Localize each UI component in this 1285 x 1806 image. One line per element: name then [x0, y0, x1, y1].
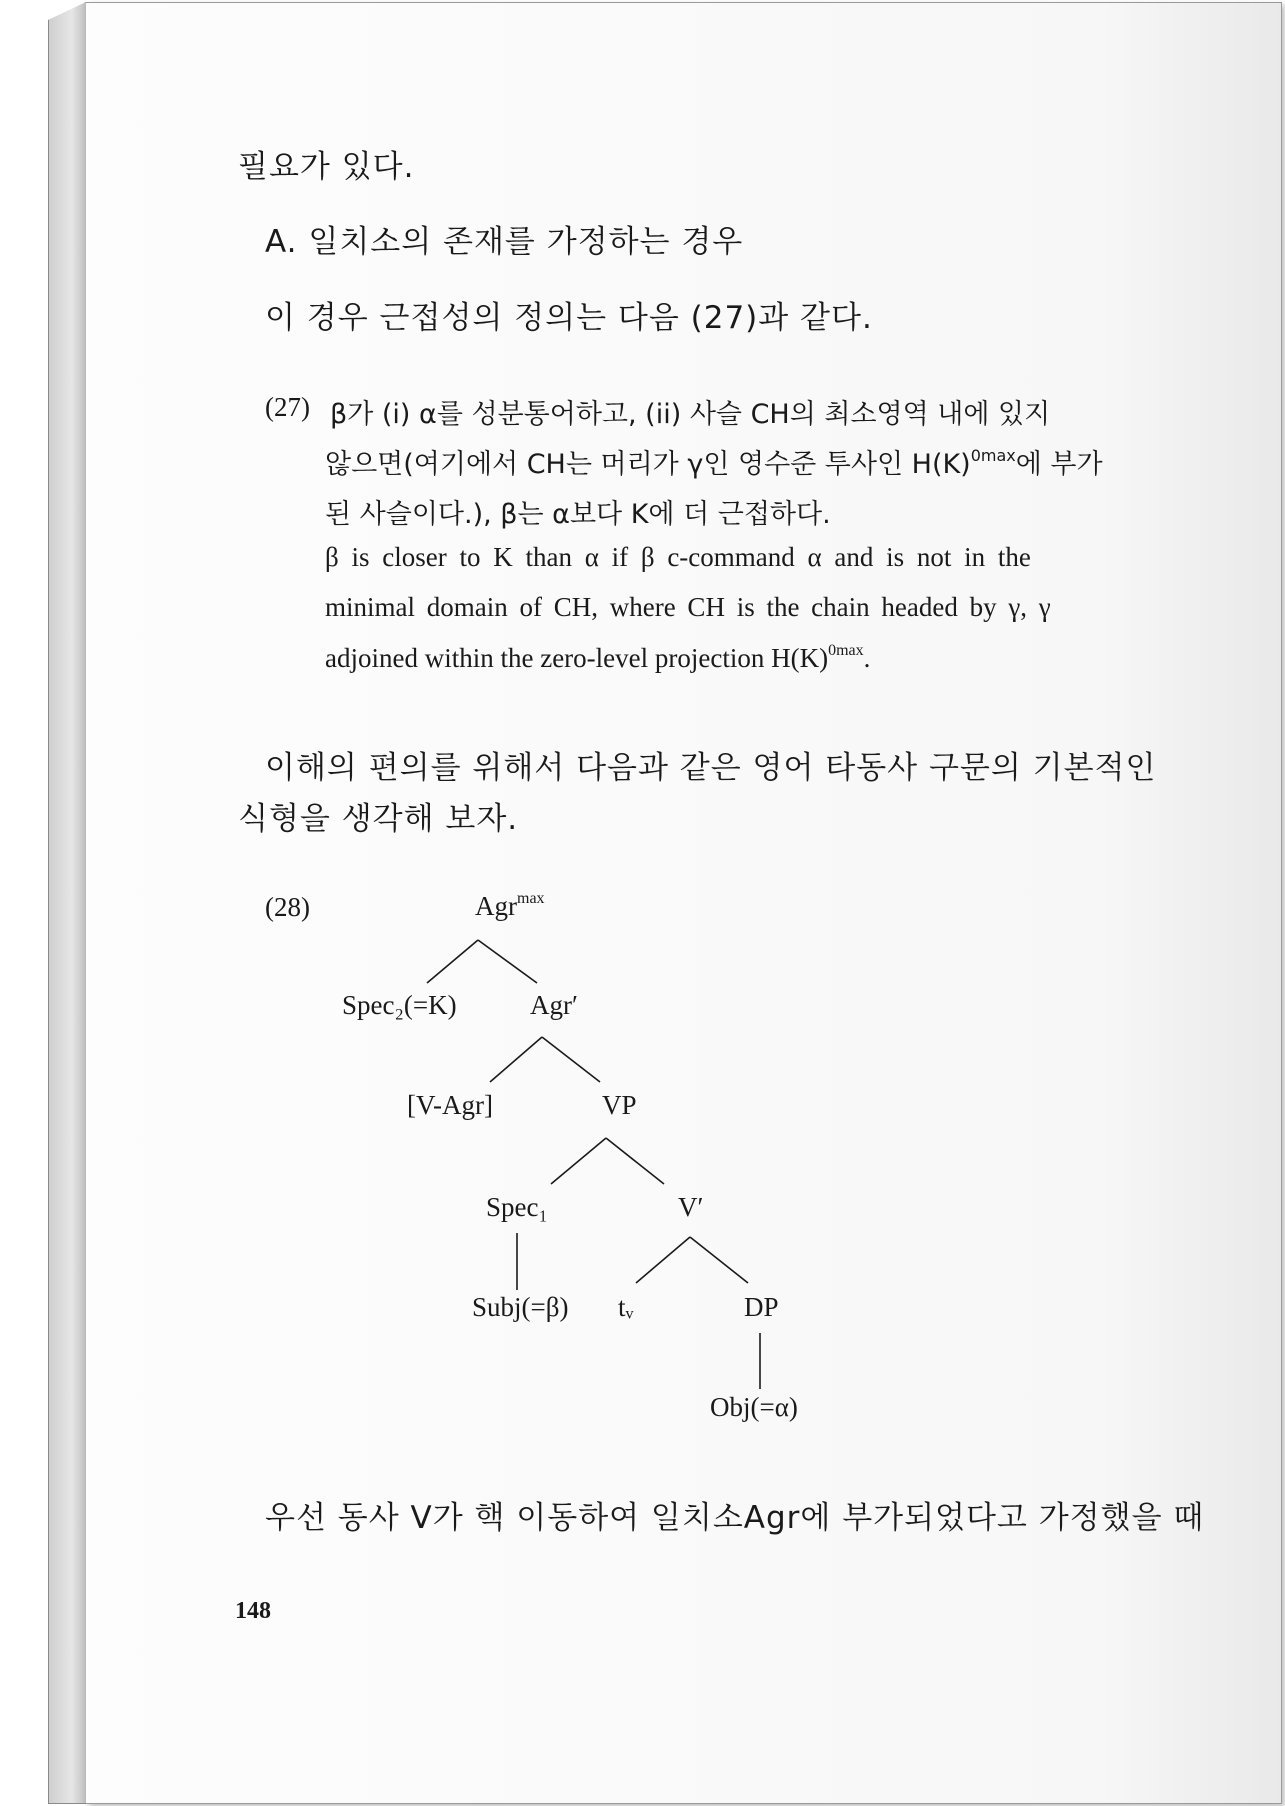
branch-agrmax-spec2 — [427, 940, 478, 983]
tree-node-agr-max — [475, 890, 545, 922]
definition-english-line-1: β is closer to K than α if β c-command α and is not in the — [325, 542, 1031, 572]
tree-node-agr-bar: Agr′ — [530, 990, 578, 1020]
tree-node-obj: Obj(=α) — [710, 1392, 798, 1422]
def-en-3-superscript: 0max — [828, 642, 864, 659]
tree-node-v-agr: [V-Agr] — [407, 1090, 493, 1120]
branch-vbar-tv — [636, 1237, 690, 1283]
paragraph-2-line-2: 식형을 생각해 보자. — [238, 801, 519, 837]
section-heading-a: A. 일치소의 존재를 가정하는 경우 — [265, 224, 744, 260]
branch-agrmax-agrbar — [478, 940, 537, 983]
tree-node-v-bar: V′ — [678, 1192, 704, 1222]
tree-node-tv: tᵥ — [618, 1292, 634, 1322]
tree-node-vp: VP — [602, 1090, 637, 1120]
def-en-3-text: adjoined within the zero-level projection H(K) — [325, 643, 829, 673]
def-kr-2-superscript: 0max — [970, 446, 1016, 465]
agr-max-superscript: max — [517, 890, 545, 907]
page-number: 148 — [235, 1598, 271, 1624]
tree-node-dp: DP — [744, 1292, 779, 1322]
paragraph-2-line-1: 이해의 편의를 위해서 다음과 같은 영어 타동사 구문의 기본적인 — [265, 750, 1157, 786]
branch-vbar-dp — [690, 1237, 748, 1283]
definition-korean-line-1: β가 (i) α를 성분통어하고, (ii) 사슬 CH의 최소영역 내에 있지 — [330, 399, 1051, 430]
definition-english-line-2: minimal domain of CH, where CH is the chain headed by γ, γ — [325, 592, 1051, 622]
def-en-3-period: . — [863, 643, 871, 673]
definition-korean-line-3: 된 사슬이다.), β는 α보다 K에 더 근접하다. — [325, 499, 831, 530]
tree-node-subj: Subj(=β) — [472, 1292, 569, 1322]
def-kr-2-text: 않으면(여기에서 CH는 머리가 γ인 영수준 투사인 H(K) — [325, 449, 971, 480]
branch-vp-vbar — [606, 1138, 664, 1184]
branch-vp-spec1 — [551, 1138, 606, 1184]
tree-node-spec2: Spec₂(=K) — [342, 990, 457, 1020]
def-kr-2-text-end: 에 부가 — [1015, 449, 1103, 480]
example-label-28: (28) — [265, 892, 310, 922]
intro-line: 이 경우 근접성의 정의는 다음 (27)과 같다. — [265, 300, 873, 336]
agr-max-label: Agr — [475, 891, 517, 921]
example-label-27: (27) — [265, 392, 310, 422]
last-line: 우선 동사 V가 핵 이동하여 일치소Agr에 부가되었다고 가정했을 때 — [265, 1500, 1205, 1536]
text-line-1: 필요가 있다. — [238, 149, 415, 185]
branch-agrbar-vagr — [490, 1037, 542, 1082]
tree-node-spec1: Spec₁ — [486, 1192, 548, 1222]
branch-agrbar-vp — [542, 1037, 600, 1082]
